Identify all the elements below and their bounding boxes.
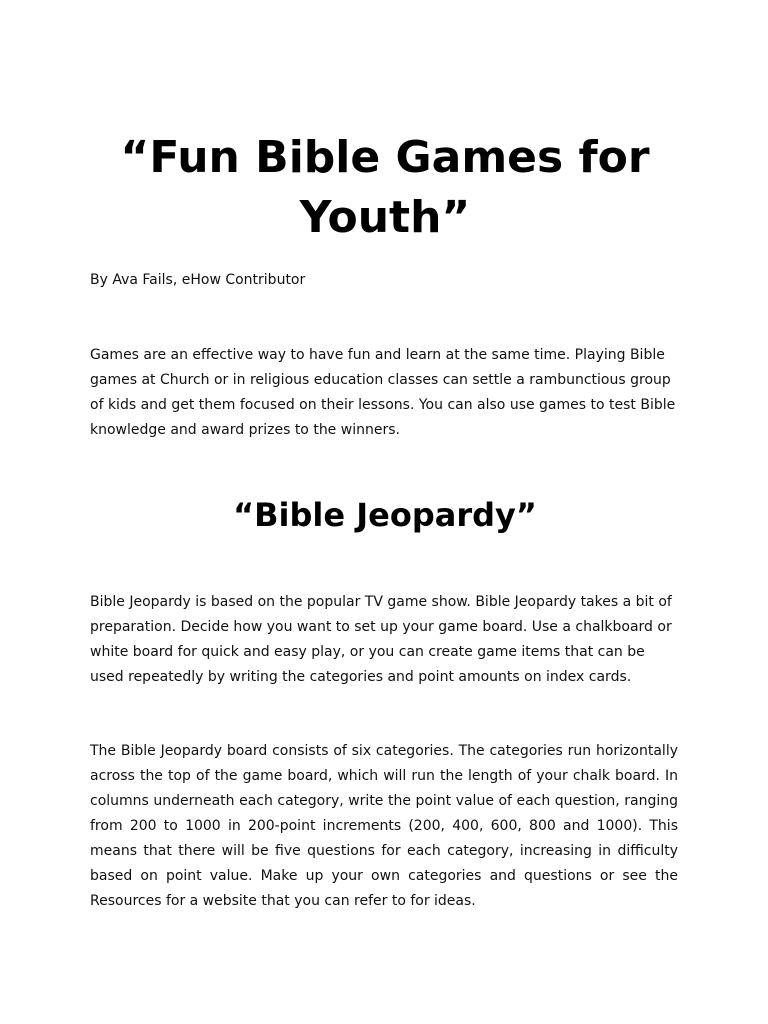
body-paragraph-1: Bible Jeopardy is based on the popular TV game show. Bible Jeopardy takes a bit of preparation. Decide how you want to set up your game board. Use a chalkboard or white board for quick and easy play, or you can create game items that can be used repeatedly by writing the categories and point amounts on index cards.: [90, 594, 672, 685]
intro-paragraph: Games are an effective way to have fun and learn at the same time. Playing Bible games at Church or in religious education classes can settle a rambunctious group of kids and get them focused on their lessons. You can also use games to test Bible knowledge and award prizes to the winners.: [90, 347, 676, 438]
section-heading: “Bible Jeopardy”: [233, 496, 537, 534]
byline: By Ava Fails, eHow Contributor: [90, 272, 306, 288]
page-title: “Fun Bible Games for Youth”: [120, 132, 650, 243]
body-paragraph-2: The Bible Jeopardy board consists of six categories. The categories run horizontally across the top of the game board, which will run the length of your chalk board. In columns underneath each category, write the point value of each question, ranging from 200 to 1000 in 200-point increments (200, 400, 600, 800 and 1000). This means that there will be five questions for each category, increasing in difficulty based on point value. Make up your own categories and questions or see the Resources for a website that you can refer to for ideas.: [90, 743, 678, 909]
